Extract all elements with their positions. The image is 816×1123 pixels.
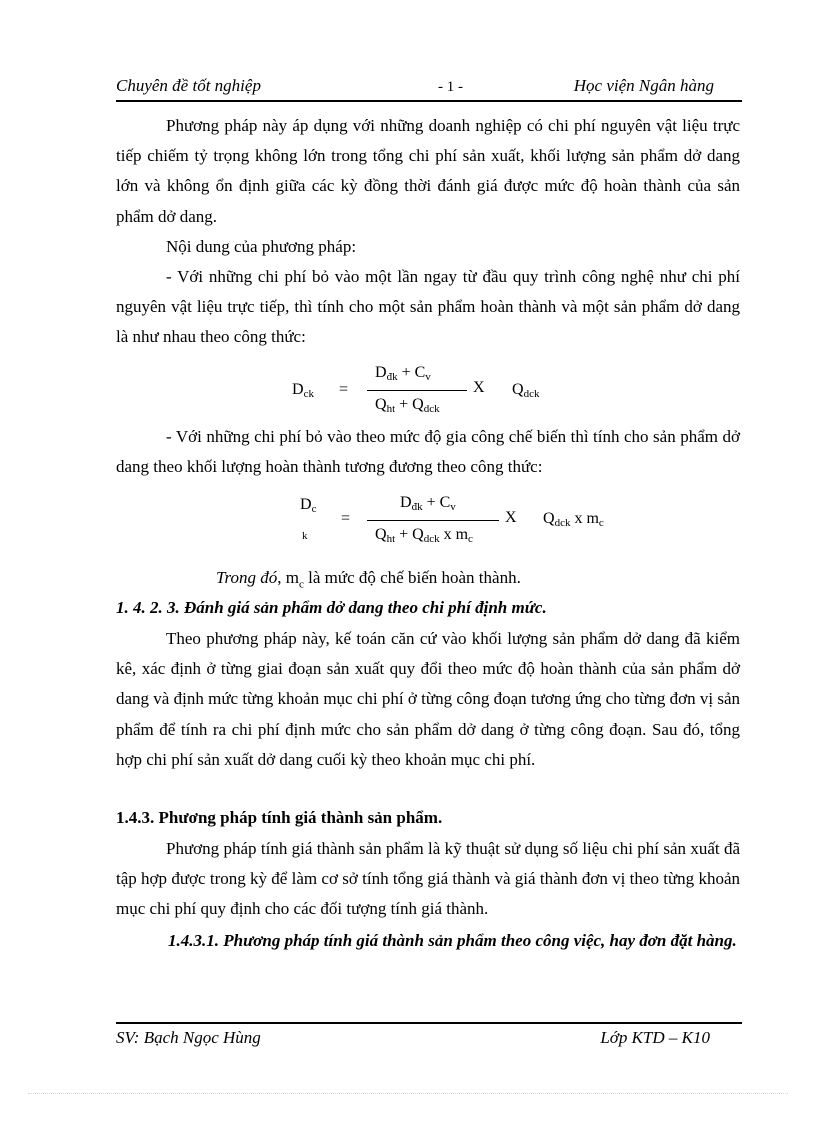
paragraph-method-content-intro: Nội dung của phương pháp:: [166, 237, 357, 256]
page-header: [116, 76, 742, 102]
paragraph-upfront-costs: - Với những chi phí bỏ vào một lần ngay từ đầu quy trình công nghệ như chi phí nguyên vật liệu trực tiếp, thì tính cho một sản phẩm hoàn thành và một sản phẩm dở dang là như nhau theo công thức:: [116, 267, 740, 347]
formula-where-clause: Trong đó, $m_c$ là mức độ chế biến hoàn thành.: [216, 568, 521, 591]
formula2-lhs: $D_c$: [300, 496, 317, 515]
formula1-numerator: $D_{đk} + C_v$: [375, 364, 431, 383]
formula1-denominator: $Q_{ht} + Q_{dck}$: [375, 396, 440, 415]
formula2-denominator: $Q_{ht} + Q_{dck}$ x $m_c$: [375, 526, 473, 545]
paragraph-costing-method-definition: Phương pháp tính giá thành sản phẩm là kỹ thuật sử dụng số liệu chi phí sản xuất đã tập hợp được trong kỳ để làm cơ sở tính tổng giá thành và giá thành đơn vị theo từng khoản mục chi phí quy định cho các đối tượng tính giá thành.: [116, 839, 740, 919]
paragraph-processing-costs: - Với những chi phí bỏ vào theo mức độ gia công chế biến thì tính cho sản phẩm dở dang theo khối lượng hoàn thành tương đương theo công thức:: [116, 427, 740, 477]
page-bottom-dotted-line: [28, 1093, 788, 1094]
formula2-lhs-k: k: [302, 530, 308, 542]
paragraph-standard-cost-method: Theo phương pháp này, kế toán căn cứ vào khối lượng sản phẩm dở dang đã kiểm kê, xác định ở từng giai đoạn sản xuất quy đổi theo mức độ hoàn thành của sản phẩm dở dang và định mức từng khoản mục chi phí ở từng công đoạn tương ứng cho từng đơn vị sản phẩm để tính ra chi phí định mức cho sản phẩm dở dang ở từng công đoạn. Sau đó, tổng hợp chi phí sản xuất dở dang cuối kỳ theo khoản mục chi phí.: [116, 629, 740, 769]
formula1-fraction-bar: [367, 390, 467, 391]
paragraph-method-applicability: Phương pháp này áp dụng với những doanh nghiệp có chi phí nguyên vật liệu trực tiếp chiếm tỷ trọng không lớn trong tổng chi phí sản xuất, khối lượng sản phẩm dở dang lớn và không ổn định giữa các kỳ đồng thời đánh giá được mức độ hoàn thành của sản phẩm dở dang.: [116, 116, 740, 226]
heading-1-4-3-1: 1.4.3.1. Phương pháp tính giá thành sản phẩm theo công việc, hay đơn đặt hàng.: [168, 931, 737, 950]
footer-student-name: SV: Bạch Ngọc Hùng: [116, 1028, 261, 1047]
formula1-lhs: $D_{ck}$: [292, 381, 314, 400]
header-document-title: Chuyên đề tốt nghiệp: [116, 76, 261, 95]
page-number: - 1 -: [438, 79, 463, 95]
page-footer: [116, 1022, 742, 1052]
formula2-equals: =: [341, 510, 351, 527]
formula2-times: X: [505, 509, 517, 526]
formula1-equals: =: [339, 381, 349, 398]
heading-1-4-3: 1.4.3. Phương pháp tính giá thành sản phẩm.: [116, 808, 443, 827]
formula2-rhs: $Q_{dck}$ x $m_c$: [543, 510, 604, 529]
header-institution: Học viện Ngân hàng: [573, 76, 714, 95]
formula1-rhs: $Q_{dck}$: [512, 381, 540, 400]
formula2-numerator: $D_{đk} + C_v$: [400, 494, 456, 513]
footer-class: Lớp KTD – K10: [600, 1028, 710, 1047]
formula1-times: X: [473, 379, 485, 396]
heading-1-4-2-3: 1. 4. 2. 3. Đánh giá sản phẩm dở dang theo chi phí định mức.: [116, 598, 547, 617]
formula2-fraction-bar: [367, 520, 499, 521]
